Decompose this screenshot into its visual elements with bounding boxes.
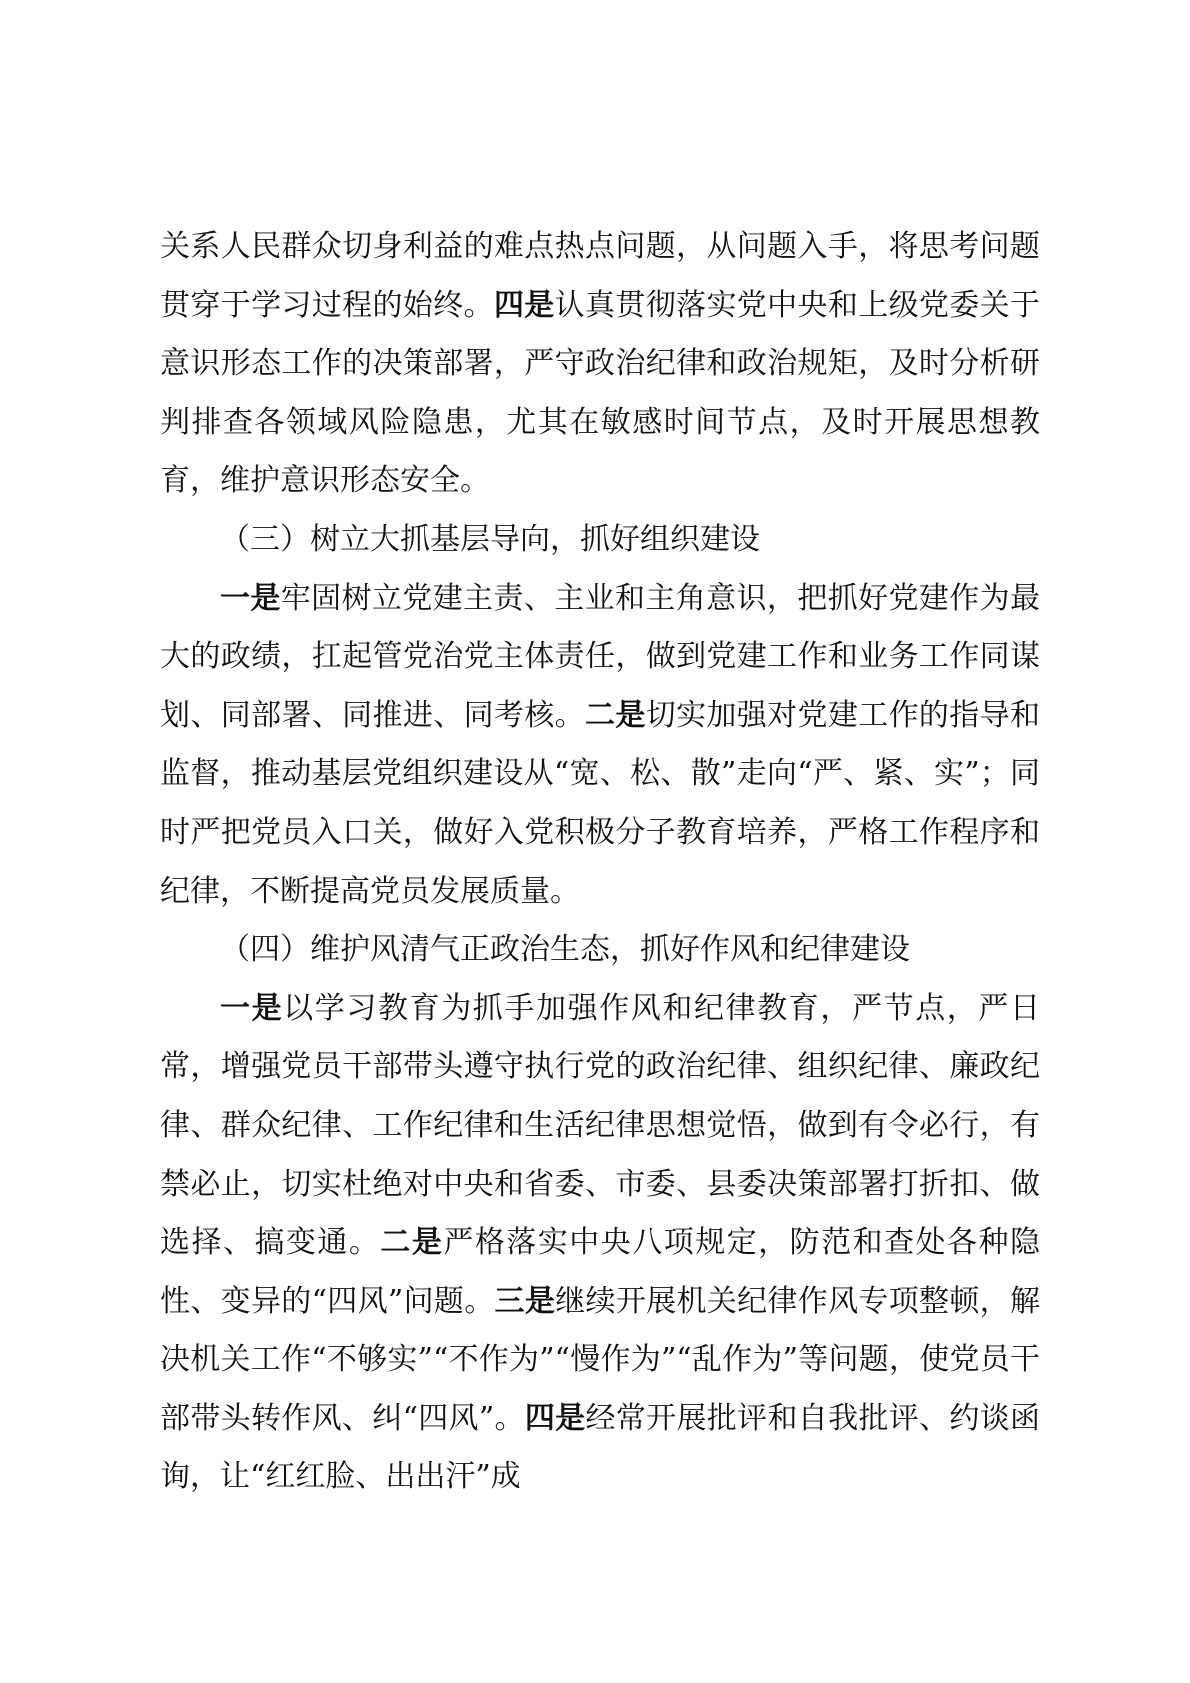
text-segment: 牢固树立党建主责、主业和主角意识，把抓好党建作为最大的政绩，扛起管党治党主体责任，做到党建工作和业务工作同谋划、同部署、同推进、同考核。 bbox=[160, 580, 1041, 733]
text-segment: 切实加强对党建工作的指导和监督，推动基层党组织建设从“宽、松、散”走向“严、紧、实”；同时严把党员入口关，做好入党积极分子教育培养，严格工作程序和纪律，不断提高党员发展质量。 bbox=[160, 697, 1041, 909]
paragraph-organization bbox=[160, 570, 1040, 922]
heading-text: （四）维护风清气正政治生态，抓好作风和纪律建设 bbox=[220, 932, 910, 968]
heading-text: （三）树立大抓基层导向，抓好组织建设 bbox=[220, 521, 760, 557]
lead-label-four: 四是 bbox=[524, 1400, 586, 1436]
lead-label-two: 二是 bbox=[380, 1225, 444, 1261]
lead-label-two: 二是 bbox=[585, 697, 646, 733]
paragraph-discipline bbox=[160, 980, 1040, 1507]
text-segment: 严格落实中央八项规定，防范和查处各种隐性、变异的“四风”问题。 bbox=[160, 1225, 1041, 1319]
text-segment: 继续开展机关纪律作风专项整顿，解决机关工作“不够实”“不作为”“慢作为”“乱作为”等问题，使党员干部带头转作风、纠“四风”。 bbox=[160, 1283, 1041, 1436]
paragraph-ideology-continuation bbox=[160, 218, 1040, 511]
text-segment: 关系人民群众切身利益的难点热点问题，从问题入手，将思考问题贯穿于学习过程的始终。 bbox=[160, 229, 1040, 323]
document-body bbox=[160, 218, 1040, 1507]
text-segment: 认真贯彻落实党中央和上级党委关于意识形态工作的决策部署，严守政治纪律和政治规矩，及时分析研判排查各领域风险隐患，尤其在敏感时间节点，及时开展思想教育，维护意识形态安全。 bbox=[160, 287, 1041, 499]
section-heading-three bbox=[160, 511, 1040, 570]
lead-label-four: 四是 bbox=[493, 287, 555, 323]
lead-label-three: 三是 bbox=[494, 1283, 556, 1319]
lead-label-one: 一是 bbox=[220, 580, 281, 616]
text-segment: 经常开展批评和自我批评、约谈函询，让“红红脸、出出汗”成 bbox=[160, 1400, 1041, 1495]
lead-label-one: 一是 bbox=[220, 990, 284, 1026]
text-segment: 以学习教育为抓手加强作风和纪律教育，严节点，严日常，增强党员干部带头遵守执行党的政治纪律、组织纪律、廉政纪律、群众纪律、工作纪律和生活纪律思想觉悟，做到有令必行，有禁必止，切实杜绝对中央和省委、市委、县委决策部署打折扣、做选择、搞变通。 bbox=[160, 990, 1041, 1261]
section-heading-four bbox=[160, 921, 1040, 980]
